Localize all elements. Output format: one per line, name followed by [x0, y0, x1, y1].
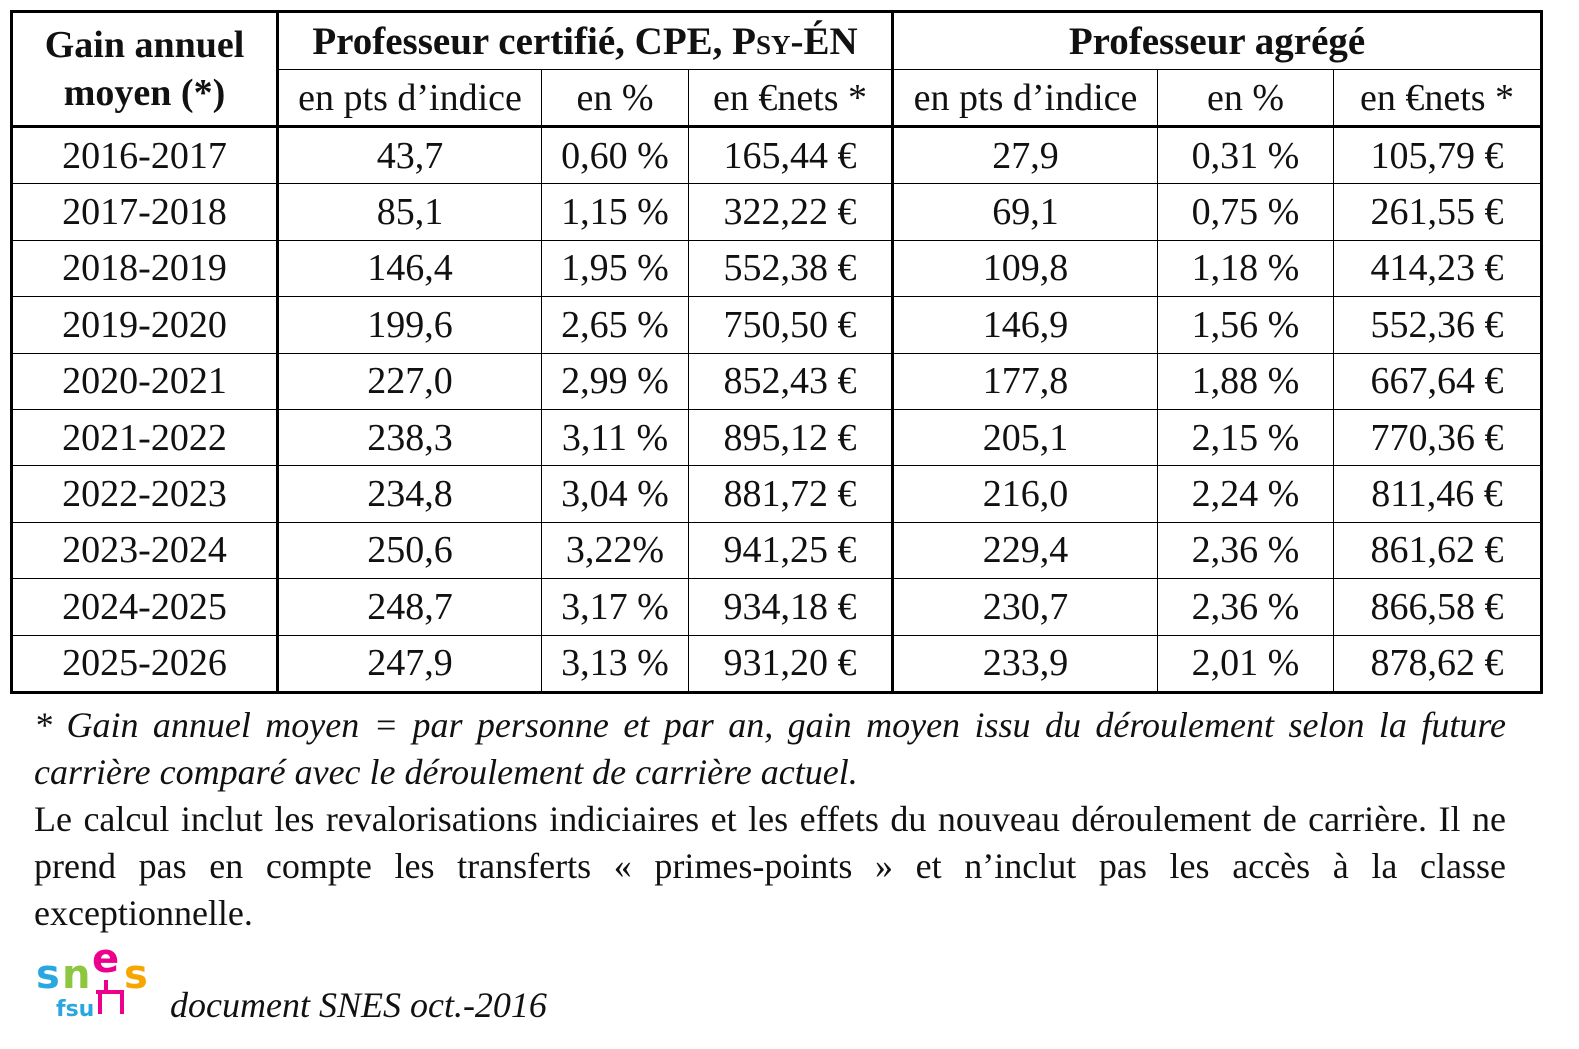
table-row	[12, 466, 1542, 522]
source-caption: document SNES oct.-2016	[170, 985, 547, 1025]
cell-a-eur: 105,79 €	[1334, 127, 1542, 184]
cell-c-pct: 0,60 %	[542, 127, 689, 184]
cell-a-eur: 770,36 €	[1334, 409, 1542, 465]
table-row	[12, 184, 1542, 240]
cell-c-eur: 934,18 €	[689, 579, 893, 635]
psy-en-label: Psy-ÉN	[732, 19, 858, 63]
cell-c-pts: 227,0	[278, 353, 542, 409]
cell-year: 2022-2023	[12, 466, 278, 522]
cell-c-pts: 146,4	[278, 240, 542, 296]
cell-c-pts: 43,7	[278, 127, 542, 184]
cell-c-pct: 3,11 %	[542, 409, 689, 465]
cell-a-pct: 2,01 %	[1158, 635, 1334, 692]
cell-a-eur: 414,23 €	[1334, 240, 1542, 296]
table-row	[12, 240, 1542, 296]
cell-year: 2016-2017	[12, 127, 278, 184]
cell-a-eur: 811,46 €	[1334, 466, 1542, 522]
cell-a-eur: 552,36 €	[1334, 297, 1542, 353]
cell-c-eur: 895,12 €	[689, 409, 893, 465]
cell-c-pct: 3,13 %	[542, 635, 689, 692]
cell-a-pts: 27,9	[893, 127, 1158, 184]
table-row	[12, 353, 1542, 409]
cell-c-pct: 1,15 %	[542, 184, 689, 240]
corner-header	[12, 12, 278, 127]
cell-a-pts: 205,1	[893, 409, 1158, 465]
footnotes	[34, 702, 1506, 937]
table-row	[12, 409, 1542, 465]
cell-c-pts: 247,9	[278, 635, 542, 692]
cell-a-eur: 261,55 €	[1334, 184, 1542, 240]
table-row	[12, 579, 1542, 635]
cell-c-pts: 238,3	[278, 409, 542, 465]
cell-a-eur: 667,64 €	[1334, 353, 1542, 409]
cell-c-pts: 248,7	[278, 579, 542, 635]
cell-year: 2024-2025	[12, 579, 278, 635]
cell-year: 2025-2026	[12, 635, 278, 692]
cell-year: 2020-2021	[12, 353, 278, 409]
cell-a-pct: 1,88 %	[1158, 353, 1334, 409]
cell-a-pct: 2,36 %	[1158, 579, 1334, 635]
subheader-agrege-euros: en €nets *	[1334, 70, 1542, 127]
cell-a-pct: 0,75 %	[1158, 184, 1334, 240]
cell-c-pct: 1,95 %	[542, 240, 689, 296]
subheader-certifie-points: en pts d’indice	[278, 70, 542, 127]
svg-text:s: s	[124, 952, 148, 998]
cell-c-pts: 199,6	[278, 297, 542, 353]
cell-c-eur: 165,44 €	[689, 127, 893, 184]
cell-c-eur: 322,22 €	[689, 184, 893, 240]
cell-c-pts: 234,8	[278, 466, 542, 522]
group-header-certifie: Professeur certifié, CPE, Psy-ÉN	[278, 12, 893, 70]
cell-year: 2017-2018	[12, 184, 278, 240]
cell-c-eur: 552,38 €	[689, 240, 893, 296]
cell-a-eur: 878,62 €	[1334, 635, 1542, 692]
cell-a-pts: 109,8	[893, 240, 1158, 296]
table-row	[12, 522, 1542, 578]
svg-text:n: n	[62, 952, 91, 998]
cell-a-eur: 866,58 €	[1334, 579, 1542, 635]
snes-fsu-logo	[36, 942, 166, 1020]
cell-c-pct: 3,22%	[542, 522, 689, 578]
cell-c-eur: 881,72 €	[689, 466, 893, 522]
svg-text:fsu: fsu	[56, 997, 95, 1020]
cell-a-pct: 1,56 %	[1158, 297, 1334, 353]
subheader-agrege-percent: en %	[1158, 70, 1334, 127]
cell-c-pts: 250,6	[278, 522, 542, 578]
cell-a-pts: 216,0	[893, 466, 1158, 522]
cell-a-pct: 2,24 %	[1158, 466, 1334, 522]
group-header-agrege: Professeur agrégé	[893, 12, 1542, 70]
cell-a-eur: 861,62 €	[1334, 522, 1542, 578]
salary-gain-table	[10, 10, 1543, 694]
corner-header-line2: moyen (*)	[63, 72, 226, 114]
cell-a-pct: 2,36 %	[1158, 522, 1334, 578]
svg-text:s: s	[36, 952, 60, 998]
cell-a-pct: 0,31 %	[1158, 127, 1334, 184]
corner-header-line1: Gain annuel	[44, 24, 245, 66]
table-body	[12, 127, 1542, 693]
subheader-agrege-points: en pts d’indice	[893, 70, 1158, 127]
cell-a-pct: 2,15 %	[1158, 409, 1334, 465]
cell-a-pts: 177,8	[893, 353, 1158, 409]
footnote-definition: * Gain annuel moyen = par personne et par an, gain moyen issu du déroulement selon la future carrière comparé avec le déroulement de carrière actuel.	[34, 705, 1506, 792]
cell-a-pts: 230,7	[893, 579, 1158, 635]
cell-c-eur: 750,50 €	[689, 297, 893, 353]
cell-year: 2018-2019	[12, 240, 278, 296]
subheader-certifie-percent: en %	[542, 70, 689, 127]
cell-c-eur: 941,25 €	[689, 522, 893, 578]
subheader-certifie-euros: en €nets *	[689, 70, 893, 127]
cell-a-pts: 69,1	[893, 184, 1158, 240]
cell-year: 2023-2024	[12, 522, 278, 578]
cell-c-pct: 2,99 %	[542, 353, 689, 409]
table-row	[12, 297, 1542, 353]
cell-c-pct: 3,17 %	[542, 579, 689, 635]
cell-c-pct: 3,04 %	[542, 466, 689, 522]
cell-a-pts: 146,9	[893, 297, 1158, 353]
svg-text:e: e	[92, 942, 120, 982]
cell-year: 2019-2020	[12, 297, 278, 353]
cell-c-pct: 2,65 %	[542, 297, 689, 353]
cell-c-pts: 85,1	[278, 184, 542, 240]
footnote-method: Le calcul inclut les revalorisations indiciaires et les effets du nouveau déroulement de carrière. Il ne prend pas en compte les transferts « primes-points » et n’inclut pas les accès à la classe exceptionnelle.	[34, 799, 1506, 933]
table-row	[12, 127, 1542, 184]
cell-a-pts: 233,9	[893, 635, 1158, 692]
cell-c-eur: 931,20 €	[689, 635, 893, 692]
cell-year: 2021-2022	[12, 409, 278, 465]
cell-a-pts: 229,4	[893, 522, 1158, 578]
cell-c-eur: 852,43 €	[689, 353, 893, 409]
cell-a-pct: 1,18 %	[1158, 240, 1334, 296]
table-row	[12, 635, 1542, 692]
